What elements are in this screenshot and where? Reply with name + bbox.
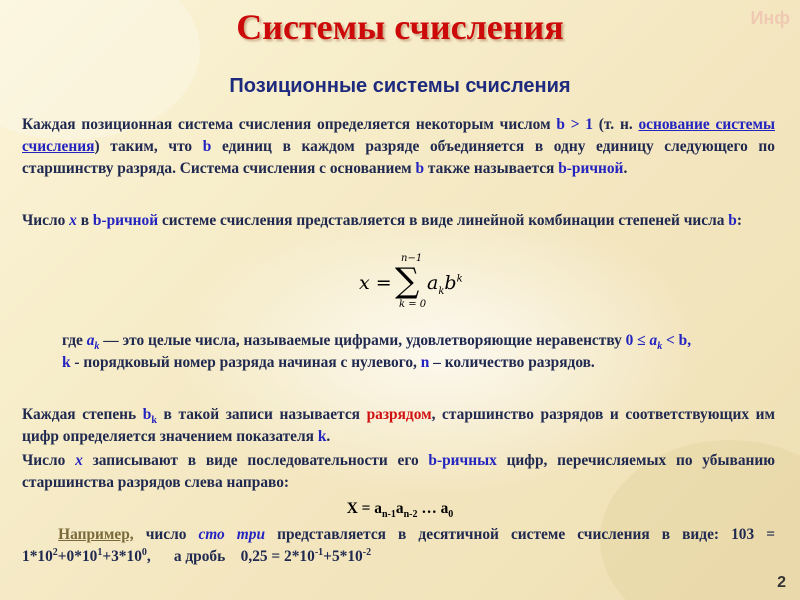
slide-title: Системы счисления (236, 7, 564, 47)
sigma-symbol: ∑ (395, 261, 420, 301)
formula-term (427, 272, 463, 297)
var-bk: $b_k$ (142, 406, 157, 427)
text: системе счисления представляется в виде линейной комбинации степеней числа (158, 212, 729, 229)
paragraph-representation (22, 210, 775, 232)
text: записывают в виде последовательности его (82, 452, 429, 469)
formula-lower-limit: k = 0 (399, 299, 427, 310)
paragraph-definition (22, 114, 775, 180)
power-index: k (456, 273, 463, 285)
coef-index: k (438, 285, 445, 297)
text: - порядковый номер разряда начиная с нулевого, (70, 354, 421, 371)
text: Каждая позиционная система счисления определяется некоторым числом (22, 116, 557, 133)
var-x: x (69, 212, 77, 229)
formula-upper-limit: n−1 (401, 253, 423, 264)
text: – количество разрядов. (429, 354, 595, 371)
text: Число (22, 452, 76, 469)
text: (т. н. (592, 116, 639, 133)
text: — это целые числа, называемые цифрами, удовлетворяющие неравенству (99, 332, 626, 349)
digit-sequence: $X = a_{n-1}a_{n-2}$ … $a_0$ (346, 500, 454, 521)
example-lead: Например, (58, 526, 134, 543)
text: где (62, 332, 87, 349)
term-b-ary: b-ричных (428, 452, 497, 469)
text: также называется (424, 160, 559, 177)
slide-subtitle: Позиционные системы счисления (229, 75, 571, 97)
var-b: b (728, 212, 737, 229)
var-k: k (317, 428, 327, 445)
term-b-ary: b-ричной (92, 212, 159, 229)
var-b: b (202, 138, 212, 155)
paragraph-digits (62, 330, 772, 374)
text: в такой записи называется (156, 406, 367, 423)
base-b: b (444, 272, 457, 294)
var-b: b (415, 160, 425, 177)
text: Каждая степень (22, 406, 143, 423)
text: в (76, 212, 93, 229)
sum-formula (355, 252, 475, 316)
logo: Инф (750, 8, 790, 28)
var-x: x (75, 452, 83, 469)
coef-a: a (427, 272, 439, 294)
text: цифр, перечисляемых по убыванию старшинства разрядов слева направо: (22, 452, 776, 491)
var-k: k (62, 354, 71, 371)
text: . (623, 160, 628, 177)
text: : (736, 212, 742, 229)
base-condition: b > 1 (556, 116, 593, 133)
paragraph-example: Например, число сто три представляется в десятичной системе счисления в виде: $103 = 1*10^2+0*10^1+3*10^0$, а дробь $0,25 = 2*10^{-1}+5*10^{-2}$ (22, 526, 775, 565)
text: единиц в каждом разряде объединяется в одну единицу следующего по старшинству разряда. Система счисления с основанием (22, 138, 775, 177)
paragraph-notation (22, 450, 775, 494)
inequality: $0 \le a_k < b$, (625, 332, 692, 353)
term-base: основание системы счисления (22, 116, 775, 155)
page-number: 2 (777, 574, 786, 591)
term-b-ary: b-ричной (558, 160, 624, 177)
text: число (133, 526, 199, 543)
text: Число (22, 212, 70, 229)
formula-lhs: x = (359, 272, 398, 294)
var-n: n (420, 354, 430, 371)
text: . (326, 428, 331, 445)
term-place: разрядом (366, 406, 432, 423)
text: , старшинство разрядов и соответствующих им цифр определяется значением показателя (22, 406, 775, 445)
number-words: сто три (198, 526, 266, 543)
text: ) таким, что (94, 138, 203, 155)
paragraph-place (22, 404, 775, 448)
text: представляется в десятичной системе счисления в виде: 103 = 1*10 (22, 526, 775, 565)
var-ak: $a_k$ (86, 332, 100, 353)
